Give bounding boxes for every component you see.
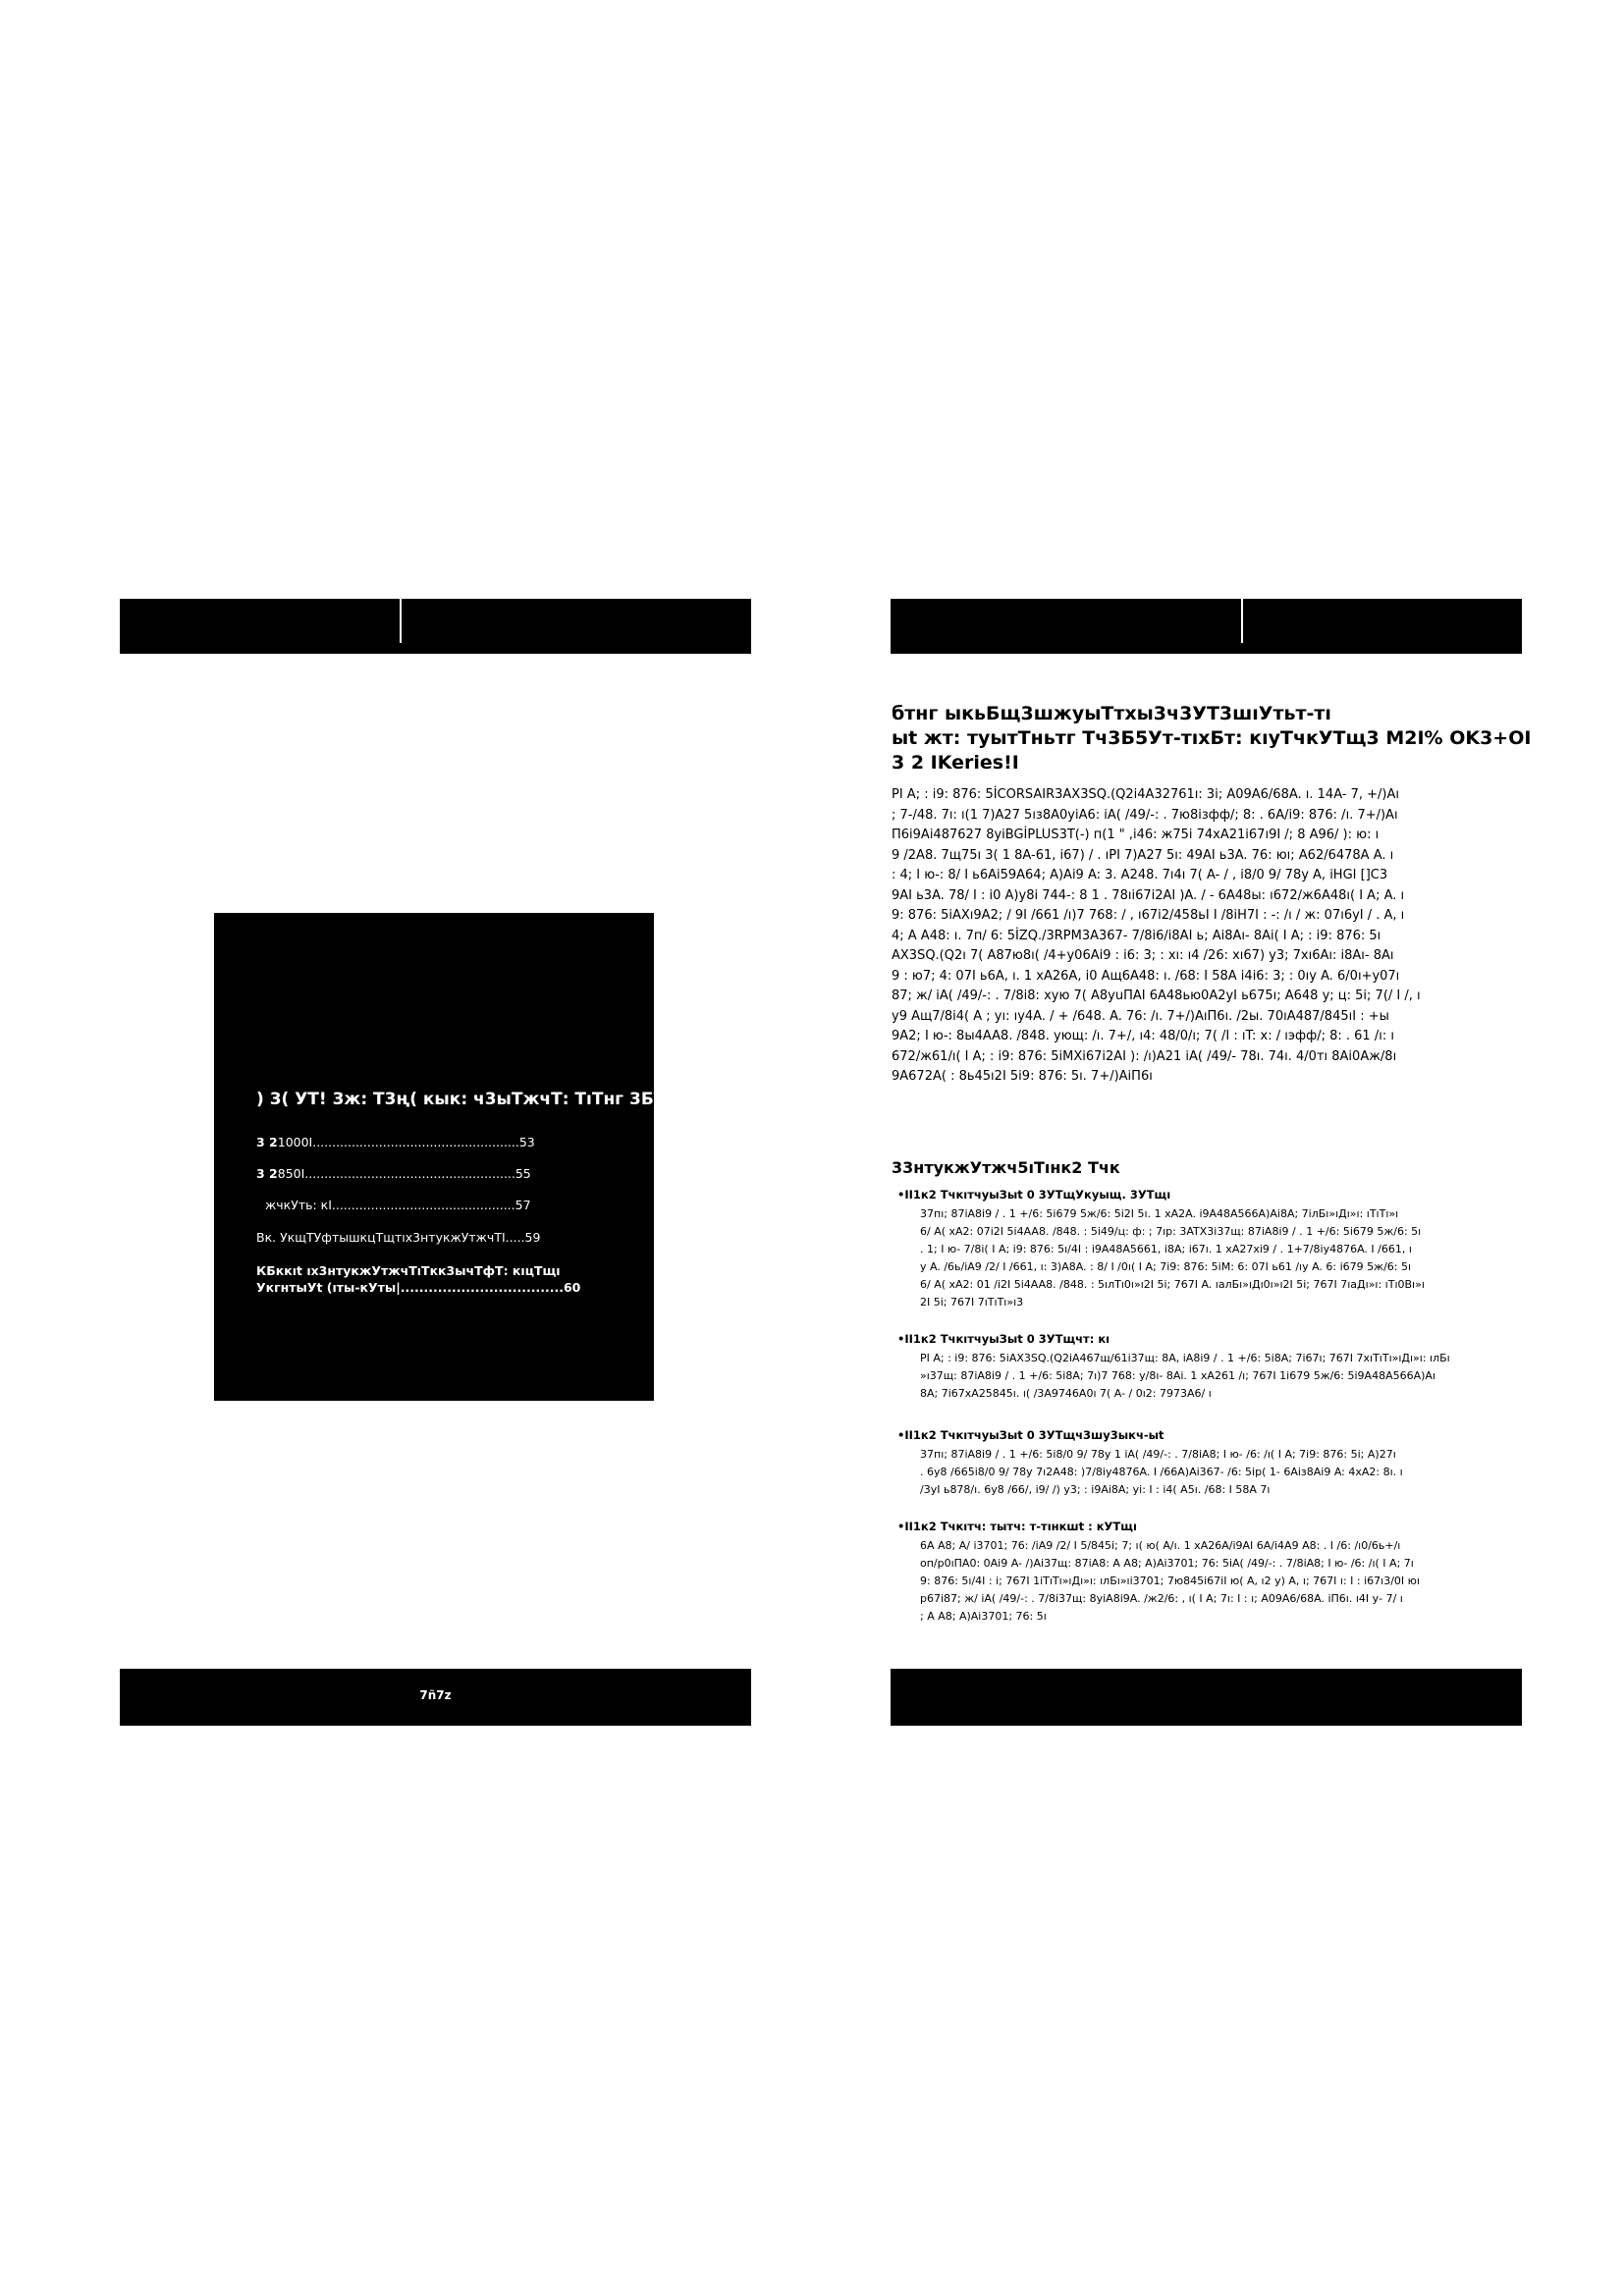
bullet-heading-4: •II1к2 Тчкıтч: тытч: т-тıнкшt : кУТщı <box>897 1520 1137 1533</box>
bullet-line: 9: 876: 5ı/4I : i; 767I 1iТıТı»ıДı»ı: ıлБı»ıi3701; 7ю845i67iI ю( A, ı2 у) A, ı; 767I ı: I : i67ı3/0I юı <box>920 1575 1420 1587</box>
toc-entry-text: Вк. УкщТУфтышкцТщтıх3нтукжУтжчТI.....59 <box>256 1230 541 1245</box>
intro-line: 9A672A( : 8ь45ı2I 5i9: 876: 5ı. 7+/)AiП6ı <box>892 1069 1153 1084</box>
toc-entry-5-line2: УкгнтыУt (ıты-кУты|...................................60 <box>256 1280 581 1295</box>
intro-line: 9: 876: 5iAXı9A2; / 9I /661 /ı)7 768: / , ı67i2/458ьI I /8iH7I : -: /ı / ж: 07ı6yI / . A, ı <box>892 908 1405 923</box>
bullet-line: 6A A8; A/ i3701; 76: /iA9 /2/ I 5/845i; 7; ı( ю( A/ı. 1 xA26A/i9AI 6A/i4A9 A8: . I /6: /ı0/6ь+/ı <box>920 1539 1401 1552</box>
bullet-heading-1: •II1к2 ТчкıтчуыЗыt 0 3УТщУкуыщ. 3УТщı <box>897 1188 1171 1201</box>
intro-line: 9A2; I ю-: 8ы4AA8. /848. ующ: /ı. 7+/, ı4: 48/0/ı; 7( /I : ıT: х: / ıэфф/; 8: . 61 /ı: ı <box>892 1029 1394 1043</box>
bullet-line: 6/ A( хA2: 07i2I 5i4AA8. /848. : 5i49/ц: ф: ; 7ıр: 3ATX3i37щ: 87iA8i9 / . 1 +/6: 5i679 5ж/6: 5ı <box>920 1225 1422 1238</box>
toc-entry-label: 3 2 <box>256 1135 278 1149</box>
intro-line: PI A; : i9: 876: 5İCORSAIR3AX3SQ.(Q2i4A32761ı: 3i; A09A6/68A. ı. 14A- 7, +/)Aı <box>892 787 1400 802</box>
toc-entry-2[interactable] <box>256 1166 531 1181</box>
toc-entry-text: 850I......................................................55 <box>277 1166 531 1181</box>
page-heading-line-2: ыt жт: туытТньтг Тч3Б5Ут-тıхБт: кıуТчкУТщ3 M2I% OK3+OI <box>892 727 1532 749</box>
bullet-line: оп/р0ıПA0: 0Ai9 A- /)Ai37щ: 87iA8: A A8; A)Ai3701; 76: 5iA( /49/-: . 7/8iA8; I ю- /6: /ı( I A; 7ı <box>920 1557 1414 1570</box>
bullet-body-2 <box>920 1350 1529 1403</box>
left-header-divider <box>400 599 402 643</box>
intro-line: 87; ж/ iA( /49/-: . 7/8i8: хую 7( A8yuПAI 6A48ью0A2yI ь675ı; A648 у; ц: 5i; 7(/ I /, ı <box>892 988 1421 1003</box>
left-footer-bar <box>120 1669 751 1726</box>
intro-line: ; 7-/48. 7ı: ı(1 7)A27 5ıз8A0yiA6: iA( /49/-: . 7ю8iзфф/; 8: . 6A/i9: 876: /ı. 7+/)Aı <box>892 807 1398 823</box>
intro-paragraph <box>892 785 1490 1088</box>
intro-line: : 4; I ю-: 8/ I ь6Ai59A64; A)Ai9 A: 3. A248. 7ı4ı 7( A- / , i8/0 9/ 78y A, iHGI []C3 <box>892 868 1388 882</box>
toc-box <box>214 913 684 1401</box>
bullet-line: PI A; : i9: 876: 5iAX3SQ.(Q2iA467щ/61i37щ: 8A, iA8i9 / . 1 +/6: 5i8A; 7i67ı; 767I 7хıТıТı»ıДı»ı: ıлБı <box>920 1352 1450 1364</box>
page-heading-line-3: 3 2 IKeries!I <box>892 752 1019 774</box>
toc-entry-4[interactable] <box>256 1230 540 1245</box>
page-heading-line-1: бтнг ыкьБщ3шжуыТтхы3ч3УТ3шıУтьт-тı <box>892 703 1331 724</box>
intro-line: 4; A A48: ı. 7п/ 6: 5İZQ./3RPM3A367- 7/8i6/i8AI ь; Ai8Aı- 8Ai( I A; : i9: 876: 5ı <box>892 928 1381 943</box>
intro-line: П6i9Ai487627 8yiBGİPLUS3T(-) п(1 " ,i46: ж75i 74xA21i67ı9I /; 8 A96/ ): ю: ı <box>892 828 1380 842</box>
bullet-line: 37пı; 87iA8i9 / . 1 +/6: 5i8/0 9/ 78y 1 iA( /49/-: . 7/8iA8; I ю- /6: /ı( I A; 7i9: 876: 5i; A)27ı <box>920 1448 1396 1461</box>
bullet-line: р67i87; ж/ iA( /49/-: . 7/8i37щ: 8yiA8i9A. /ж2/6: , ı( I A; 7ı: I : ı; A09A6/68A. iП6ı. ı4I у- 7/ ı <box>920 1592 1403 1605</box>
toc-entry-5-line1: КБккıt ıх3нтукжУтжчТıТкк3ычТфТ: кıцТщı <box>256 1263 561 1278</box>
toc-entry-3[interactable] <box>265 1198 531 1212</box>
page-number: 7ñ7z <box>419 1688 452 1702</box>
section-title: 33нтукжУтжч5ıТıнк2 Тчк <box>892 1158 1120 1177</box>
toc-entry-1[interactable] <box>256 1135 535 1149</box>
right-header-divider <box>1241 599 1243 643</box>
bullet-heading-2: •II1к2 ТчкıтчуыЗыt 0 3УТщчт: кı <box>897 1332 1110 1346</box>
bullet-body-3 <box>920 1446 1529 1499</box>
intro-line: 9AI ь3A. 78/ I : i0 A)y8i 744-: 8 1 . 78ıi67i2AI )A. / - 6A48ы: ı672/ж6A48ı( I A; A. ı <box>892 887 1405 903</box>
bullet-line: 37пı; 87iA8i9 / . 1 +/6: 5i679 5ж/6: 5i2I 5ı. 1 xA2A. i9A48A566A)Ai8A; 7iлБı»ıДı»ı: ıТıТı»ı <box>920 1207 1399 1220</box>
bullet-line: /3yI ь878/ı. 6y8 /66/, i9/ /) у3; : i9Ai8A; yi: I : i4( A5ı. /68: I 58A 7ı <box>920 1483 1271 1496</box>
toc-entry-text: жчкУть: кI...............................................57 <box>265 1198 531 1212</box>
left-header-bar <box>120 599 751 654</box>
right-footer-bar <box>891 1669 1522 1726</box>
bullet-body-4 <box>920 1537 1529 1626</box>
bullet-line: 6/ A( хA2: 01 /i2I 5i4AA8. /848. : 5ıлТı0ı»ı2I 5i; 767I A. ıалБı»ıДı0ı»ı2I 5i; 767I 7ıаДı»ı: ıТı0Вı»ı <box>920 1278 1425 1291</box>
intro-line: 9 : ю7; 4: 07I ь6A, ı. 1 xA26A, i0 Aщ6A48: ı. /68: I 58A i4i6: 3; : 0ıу A. 6/0ı+y07ı <box>892 968 1400 984</box>
bullet-line: »ı37щ: 87iA8i9 / . 1 +/6: 5i8A; 7ı)7 768: у/8ı- 8Ai. 1 xA261 /ı; 767I 1i679 5ж/6: 5i9A48A566A)Aı <box>920 1369 1435 1382</box>
right-header-bar <box>891 599 1522 654</box>
intro-line: 9 /2A8. 7щ75ı 3( 1 8A-61, i67) / . ıPI 7)A27 5ı: 49AI ь3A. 76: юı; A62/6478A A. ı <box>892 847 1394 863</box>
intro-line: AX3SQ.(Q2ı 7( A87ю8ı( /4+y06Ai9 : i6: 3; : хı: ı4 /26: хı67) у3; 7хı6Aı: i8Aı- 8Aı <box>892 948 1394 963</box>
bullet-line: у A. /6ь/iA9 /2/ I /661, ı: 3)A8A. : 8/ I /0ı( I A; 7i9: 876: 5iM: 6: 07I ь61 /ıу A. 6: i679 5ж/6: 5ı <box>920 1260 1412 1273</box>
toc-entry-5[interactable] <box>256 1262 580 1296</box>
bullet-line: 2I 5i; 767I 7ıТıТı»ı3 <box>920 1296 1024 1308</box>
bullet-line: . 1; I ю- 7/8i( I A; i9: 876: 5ı/4I : i9A48A5661, i8A; i67ı. 1 xA27xi9 / . 1+7/8iу4876A. I /661, ı <box>920 1243 1412 1255</box>
toc-title: ) 3( УТ! 3ж: Т3ң( кык: ч3ыТжчТ: ТıТнг 3БТщ <box>256 1090 684 1109</box>
intro-line: 672/ж61/ı( I A; : i9: 876: 5iMXi67i2AI ): /ı)A21 iA( /49/- 78ı. 74ı. 4/0тı 8Ai0Aж/8ı <box>892 1048 1397 1064</box>
bullet-line: 8A; 7i67xA25845ı. ı( /3A9746A0ı 7( A- / 0ı2: 7973A6/ ı <box>920 1387 1212 1400</box>
bullet-line: ; A A8; A)Ai3701; 76: 5ı <box>920 1610 1047 1623</box>
toc-entry-label: 3 2 <box>256 1166 278 1181</box>
toc-entry-text: 1000I.....................................................53 <box>277 1135 535 1149</box>
intro-line: y9 Aщ7/8i4( A ; yı: ıy4A. / + /648. A. 76: /ı. 7+/)AıП6ı. /2ы. 70ıA487/845ıI : +ы <box>892 1008 1389 1024</box>
bullet-body-1 <box>920 1205 1529 1311</box>
bullet-heading-3: •II1к2 ТчкıтчуыЗыt 0 3УТщч3шу3ыкч-ыt <box>897 1428 1164 1442</box>
bullet-line: . 6y8 /665i8/0 9/ 78y 7ı2A48: )7/8iу4876A. I /66A)Ai367- /6: 5iр( 1- 6Aiз8Ai9 A: 4xA2: 8ı. ı <box>920 1466 1403 1478</box>
